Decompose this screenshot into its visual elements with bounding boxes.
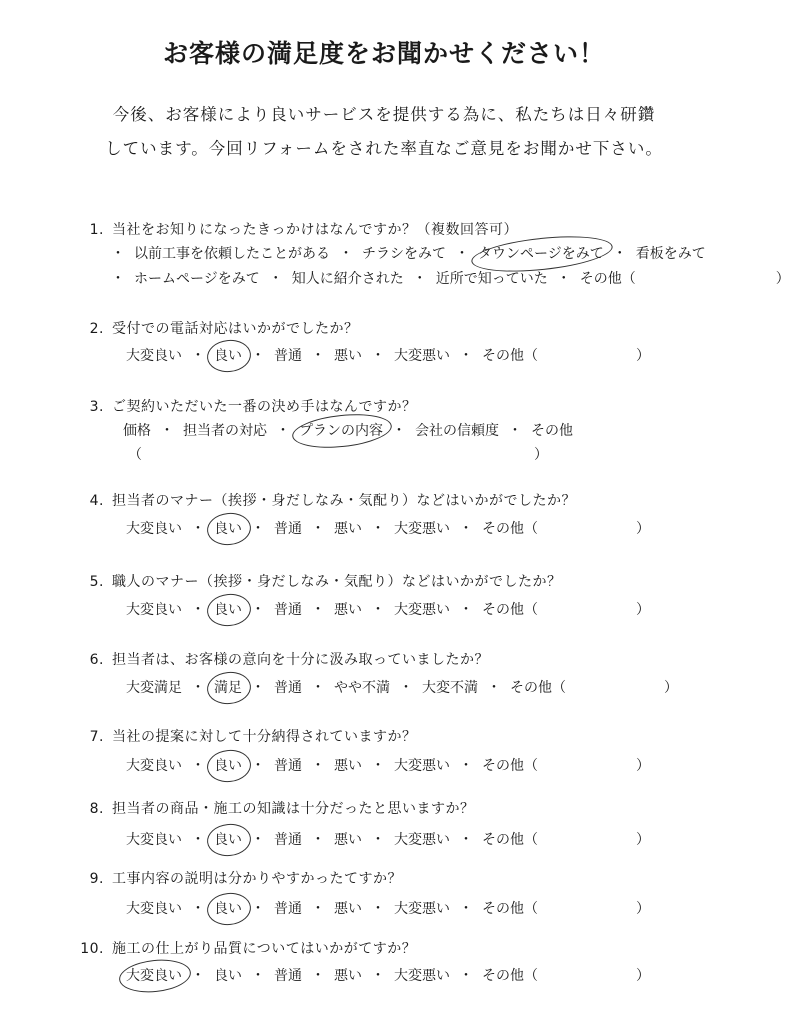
option-separator: ・: [455, 246, 469, 262]
option-separator: ・: [160, 423, 174, 439]
option-separator: ・: [191, 602, 205, 618]
answer-option[interactable]: タウンページをみて: [478, 246, 604, 262]
answer-option[interactable]: 悪い: [334, 832, 362, 848]
answer-option[interactable]: 以前工事を依頼したことがある: [134, 246, 330, 262]
option-separator: ・: [191, 832, 205, 848]
question-7-options-row: [126, 755, 650, 775]
question-5-text: [78, 571, 562, 591]
option-separator: ・: [311, 602, 325, 618]
answer-option[interactable]: 普通: [274, 521, 302, 537]
answer-option[interactable]: その他（ ）: [482, 832, 650, 848]
question-10-options-row: [126, 965, 650, 985]
option-separator: ・: [276, 423, 290, 439]
answer-option[interactable]: その他（ ）: [579, 271, 790, 287]
question-3-options-row: [123, 420, 573, 440]
answer-option[interactable]: 良い: [214, 348, 242, 364]
option-separator: ・: [311, 901, 325, 917]
question-10-text: [78, 938, 416, 958]
option-separator: ・: [371, 521, 385, 537]
answer-option[interactable]: 普通: [274, 680, 302, 696]
option-separator: ・: [459, 348, 473, 364]
answer-option[interactable]: 悪い: [334, 758, 362, 774]
answer-option[interactable]: その他（ ）: [482, 348, 650, 364]
option-separator: ・: [311, 521, 325, 537]
answer-option[interactable]: 悪い: [334, 901, 362, 917]
answer-option[interactable]: プランの内容: [299, 423, 383, 439]
option-separator: ・: [371, 968, 385, 984]
survey-title: お客様の満足度をお聞かせください！: [162, 39, 605, 68]
question-3-options-row: [128, 444, 548, 464]
option-separator: ・: [311, 348, 325, 364]
question-label: 当社の提案に対して十分納得されていますか？: [112, 729, 417, 745]
answer-option[interactable]: 大変悪い: [394, 602, 450, 618]
question-number: 2.: [89, 321, 104, 337]
answer-option[interactable]: 満足: [214, 680, 242, 696]
answer-option[interactable]: その他（ ）: [482, 901, 650, 917]
intro-text: [0, 98, 768, 166]
question-label: 担当者は、お客様の意向を十分に汲み取っていましたか？: [112, 652, 489, 668]
question-number: 5.: [89, 574, 104, 590]
answer-option[interactable]: 大変不満: [422, 680, 478, 696]
question-8-text: [78, 798, 475, 818]
question-2-options-row: [126, 345, 650, 365]
option-separator: ・: [111, 271, 125, 287]
option-separator: ・: [612, 246, 627, 262]
answer-option[interactable]: 悪い: [334, 521, 362, 537]
option-separator: ・: [459, 602, 473, 618]
option-separator: ・: [191, 758, 205, 774]
option-separator: ・: [191, 348, 205, 364]
question-number: 4.: [89, 493, 104, 509]
answer-option[interactable]: 大変良い: [126, 521, 182, 537]
answer-option[interactable]: 大変良い: [126, 832, 182, 848]
answer-option[interactable]: 普通: [274, 758, 302, 774]
answer-option[interactable]: 良い: [214, 832, 242, 848]
option-separator: ・: [251, 348, 265, 364]
option-separator: ・: [459, 758, 473, 774]
option-separator: ・: [311, 758, 325, 774]
option-separator: ・: [191, 521, 205, 537]
option-separator: ・: [311, 832, 325, 848]
question-5-options-row: [126, 599, 650, 619]
answer-option[interactable]: 大変悪い: [394, 832, 450, 848]
answer-option[interactable]: その他（ ）: [482, 758, 650, 774]
option-separator: ・: [459, 832, 473, 848]
intro-line-2: しています。今回リフォームをされた率直なご意見をお聞かせ下さい。: [105, 139, 663, 158]
option-separator: ・: [251, 521, 265, 537]
question-9-options-row: [126, 898, 650, 918]
question-label: 工事内容の説明は分かりやすかったてすか？: [112, 871, 402, 887]
option-separator: ・: [339, 246, 353, 262]
question-label: 職人のマナー（挨拶・身だしなみ・気配り）などはいかがでしたか？: [112, 574, 562, 590]
option-separator: ・: [191, 901, 205, 917]
answer-option[interactable]: 普通: [274, 901, 302, 917]
option-separator: ・: [371, 348, 385, 364]
answer-option[interactable]: 普通: [274, 832, 302, 848]
question-6-text: [78, 649, 489, 669]
answer-option[interactable]: 大変良い: [126, 901, 182, 917]
option-separator: ・: [311, 680, 325, 696]
option-separator: ・: [459, 968, 473, 984]
answer-option[interactable]: その他（ ）: [510, 680, 678, 696]
question-4-text: [78, 490, 576, 510]
answer-option[interactable]: 大変満足: [126, 680, 182, 696]
answer-option[interactable]: チラシをみて: [362, 246, 446, 262]
question-label: 担当者の商品・施工の知識は十分だったと思いますか？: [112, 801, 475, 817]
answer-option[interactable]: 大変悪い: [394, 758, 450, 774]
answer-option[interactable]: 知人に紹介された: [291, 271, 404, 287]
answer-option[interactable]: 近所で知っていた: [435, 271, 548, 287]
question-1-options-row: [102, 243, 706, 263]
question-label: 受付での電話対応はいかがでしたか？: [112, 321, 359, 337]
answer-option[interactable]: 普通: [274, 968, 302, 984]
answer-option[interactable]: 大変悪い: [394, 521, 450, 537]
option-separator: ・: [412, 271, 427, 287]
answer-option[interactable]: 普通: [274, 602, 302, 618]
answer-option[interactable]: （ ）: [128, 447, 548, 463]
option-separator: ・: [487, 680, 501, 696]
option-separator: ・: [508, 423, 522, 439]
answer-option[interactable]: 看板をみて: [635, 246, 706, 262]
answer-option[interactable]: 良い: [214, 968, 242, 984]
answer-option[interactable]: 良い: [214, 521, 242, 537]
option-separator: ・: [371, 758, 385, 774]
option-separator: ・: [251, 901, 265, 917]
option-separator: ・: [371, 832, 385, 848]
answer-option[interactable]: 大変悪い: [394, 968, 450, 984]
answer-option[interactable]: 悪い: [334, 602, 362, 618]
option-separator: ・: [371, 901, 385, 917]
option-separator: ・: [191, 680, 205, 696]
question-6-options-row: [126, 677, 678, 697]
question-8-options-row: [126, 829, 650, 849]
answer-option[interactable]: 大変良い: [126, 968, 182, 984]
question-label: 当社をお知りになったきっかけはなんですか？（複数回答可）: [112, 222, 518, 238]
answer-option[interactable]: 普通: [274, 348, 302, 364]
question-number: 1.: [89, 222, 104, 238]
answer-option[interactable]: 良い: [214, 758, 242, 774]
question-3-text: [78, 396, 417, 416]
answer-option[interactable]: 良い: [214, 602, 242, 618]
answer-option[interactable]: その他: [531, 423, 573, 439]
answer-option[interactable]: 担当者の対応: [183, 423, 267, 439]
option-separator: ・: [311, 968, 325, 984]
question-number: 10.: [80, 941, 104, 957]
option-separator: ・: [251, 832, 265, 848]
answer-option[interactable]: 良い: [214, 901, 242, 917]
question-9-text: [78, 868, 402, 888]
question-number: 9.: [89, 871, 104, 887]
option-separator: ・: [251, 680, 265, 696]
question-number: 6.: [89, 652, 104, 668]
option-separator: ・: [459, 901, 473, 917]
answer-option[interactable]: 大変良い: [126, 602, 182, 618]
answer-option[interactable]: 悪い: [334, 348, 362, 364]
option-separator: ・: [191, 968, 205, 984]
question-label: 担当者のマナー（挨拶・身だしなみ・気配り）などはいかがでしたか？: [112, 493, 576, 509]
option-separator: ・: [268, 271, 283, 287]
answer-option[interactable]: 大変良い: [126, 758, 182, 774]
question-2-text: [78, 318, 359, 338]
option-separator: ・: [399, 680, 413, 696]
question-number: 7.: [89, 729, 104, 745]
option-separator: ・: [371, 602, 385, 618]
answer-option[interactable]: ホームページをみて: [134, 271, 260, 287]
option-separator: ・: [251, 758, 265, 774]
answer-option[interactable]: 大変悪い: [394, 901, 450, 917]
answer-option[interactable]: 悪い: [334, 968, 362, 984]
question-label: 施工の仕上がり品質についてはいかがてすか？: [112, 941, 417, 957]
option-separator: ・: [392, 423, 406, 439]
option-separator: ・: [251, 968, 265, 984]
option-separator: ・: [556, 271, 571, 287]
intro-line-1: 今後、お客様により良いサービスを提供する為に、私たちは日々研鑽: [112, 105, 656, 124]
answer-option[interactable]: 大変良い: [126, 348, 182, 364]
answer-option[interactable]: 価格: [123, 423, 151, 439]
question-1-text: [78, 219, 518, 239]
answer-option[interactable]: やや不満: [334, 680, 390, 696]
option-separator: ・: [459, 521, 473, 537]
question-1-options-row: [102, 268, 790, 288]
question-4-options-row: [126, 518, 650, 538]
answer-option[interactable]: 会社の信頼度: [415, 423, 499, 439]
option-separator: ・: [251, 602, 265, 618]
question-number: 3.: [89, 399, 104, 415]
question-number: 8.: [89, 801, 104, 817]
answer-option[interactable]: その他（ ）: [482, 521, 650, 537]
question-7-text: [78, 726, 417, 746]
answer-option[interactable]: その他（ ）: [482, 602, 650, 618]
answer-option[interactable]: 大変悪い: [394, 348, 450, 364]
option-separator: ・: [111, 246, 125, 262]
answer-option[interactable]: その他（ ）: [482, 968, 650, 984]
question-label: ご契約いただいた一番の決め手はなんですか？: [112, 399, 417, 415]
